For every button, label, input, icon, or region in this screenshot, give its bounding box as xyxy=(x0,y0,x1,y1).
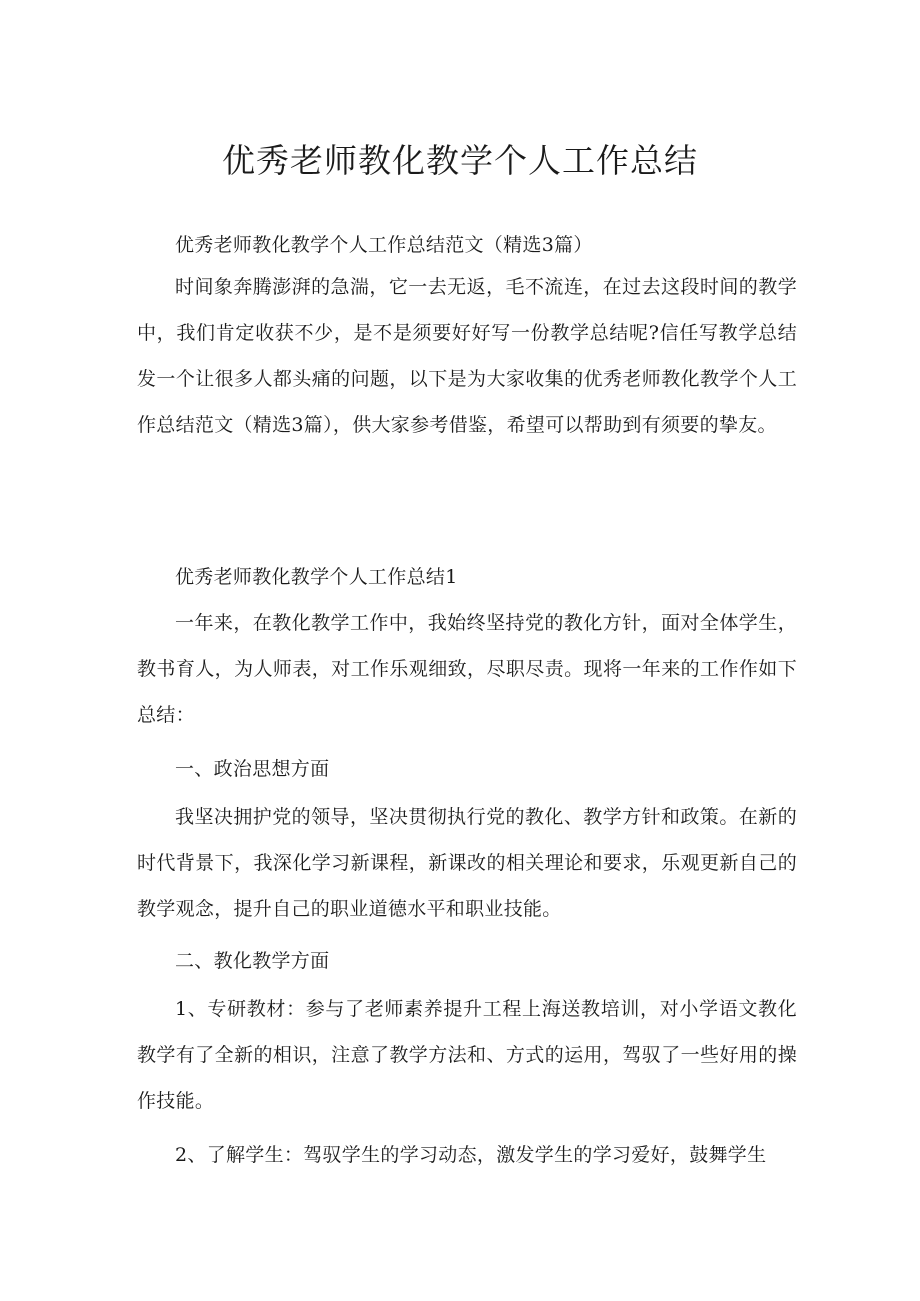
section1-paragraph: 一年来，在教化教学工作中，我始终坚持党的教化方针，面对全体学生，教书育人，为人师表，对工作乐观细致，尽职尽责。现将一年来的工作作如下总结： xyxy=(137,612,797,726)
political-heading: 一、政治思想方面 xyxy=(175,758,330,780)
political-paragraph: 我坚决拥护党的领导，坚决贯彻执行党的教化、教学方针和政策。在新的时代背景下，我深化学习新课程，新课改的相关理论和要求，乐观更新自己的教学观念，提升自己的职业道德水平和职业技能。 xyxy=(137,806,797,920)
teaching-item-1: 1、专研教材：参与了老师素养提升工程上海送教培训，对小学语文教化教学有了全新的相识，注意了教学方法和、方式的运用，驾驭了一些好用的操作技能。 xyxy=(137,998,797,1112)
subtitle-paragraph: 优秀老师教化教学个人工作总结范文（精选3篇） xyxy=(175,234,593,256)
section1-heading: 优秀老师教化教学个人工作总结1 xyxy=(175,566,458,588)
teaching-item-2: 2、了解学生：驾驭学生的学习动态，激发学生的学习爱好，鼓舞学生 xyxy=(175,1144,767,1166)
teaching-heading: 二、教化教学方面 xyxy=(175,950,330,972)
document-title: 优秀老师教化教学个人工作总结 xyxy=(222,141,698,180)
intro-paragraph: 时间象奔腾澎湃的急湍，它一去无返，毛不流连，在过去这段时间的教学中，我们肯定收获不少，是不是须要好好写一份教学总结呢?信任写教学总结发一个让很多人都头痛的问题，以下是为大家收集的优秀老师教化教学个人工作总结范文（精选3篇），供大家参考借鉴，希望可以帮助到有须要的挚友。 xyxy=(137,276,797,436)
